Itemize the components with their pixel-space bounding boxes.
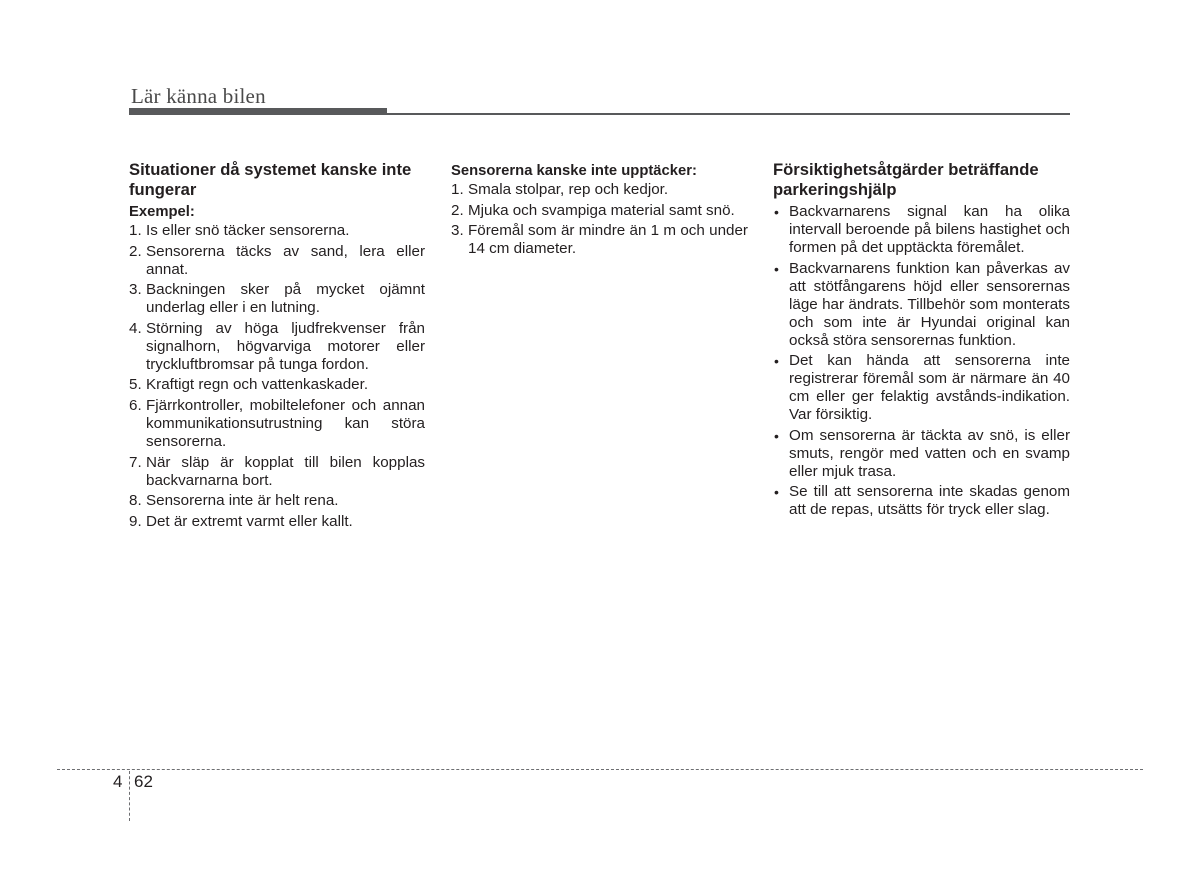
bullet-icon: • xyxy=(774,260,779,277)
list-number: 6. xyxy=(129,396,142,414)
list-text: Det kan hända att sensorerna inte registrerar föremål som är närmare än 40 cm eller ger felaktig avstånds-indikation. Var försiktig. xyxy=(789,352,1070,424)
list-item xyxy=(129,222,425,240)
list-item xyxy=(129,397,425,451)
list-number: 3. xyxy=(129,281,142,299)
chapter-number: 4 xyxy=(113,772,123,791)
subhead-undetected: Sensorerna kanske inte upptäcker: xyxy=(451,163,697,179)
list-number: 9. xyxy=(129,512,142,530)
list-item xyxy=(129,492,425,510)
list-number: 2. xyxy=(129,242,142,260)
list-text: Kraftigt regn och vattenkaskader. xyxy=(146,376,369,394)
list-item xyxy=(773,352,1070,424)
section-heading-situations: Situationer då systemet kanske inte fungerar xyxy=(129,160,412,199)
list-item xyxy=(773,260,1070,350)
list-text: Sensorerna inte är helt rena. xyxy=(146,492,339,510)
column-undetected xyxy=(451,160,748,261)
list-text: Fjärrkontroller, mobiltelefoner och annan kommunikationsutrustning kan störa sensorerna. xyxy=(146,396,425,450)
footer-divider xyxy=(57,769,1143,770)
list-text: Om sensorerna är täckta av snö, is eller smuts, rengör med vatten och en svamp eller mjuk trasa. xyxy=(789,426,1070,480)
bullet-icon: • xyxy=(774,353,779,370)
list-number: 4. xyxy=(129,319,142,337)
list-text: Föremål som är mindre än 1 m och under 14 cm diameter. xyxy=(468,222,748,258)
header-rule-thin xyxy=(387,113,1070,115)
footer-vertical-divider xyxy=(129,771,130,821)
bullet-icon: • xyxy=(774,427,779,444)
list-item xyxy=(451,222,748,258)
list-item xyxy=(129,243,425,279)
list-text: När släp är kopplat till bilen kopplas backvarnarna bort. xyxy=(146,453,425,489)
page-title: Lär känna bilen xyxy=(131,84,266,108)
header-rule-thick xyxy=(129,108,387,115)
bullet-icon: • xyxy=(774,484,779,501)
list-item xyxy=(129,281,425,317)
list-item xyxy=(773,203,1070,257)
list-number: 7. xyxy=(129,453,142,471)
bullet-icon: • xyxy=(774,204,779,220)
list-item xyxy=(129,320,425,374)
list-item xyxy=(129,454,425,490)
examples-list xyxy=(129,222,425,531)
list-text: Det är extremt varmt eller kallt. xyxy=(146,512,353,530)
list-item xyxy=(773,483,1070,519)
undetected-list xyxy=(451,181,748,258)
list-text: Is eller snö täcker sensorerna. xyxy=(146,222,350,239)
list-text: Backvarnarens signal kan ha olika intervall beroende på bilens hastighet och formen på det upptäckta föremålet. xyxy=(789,203,1070,256)
precautions-list xyxy=(773,203,1070,519)
list-text: Smala stolpar, rep och kedjor. xyxy=(468,181,669,198)
list-text: Backningen sker på mycket ojämnt underlag eller i en lutning. xyxy=(146,281,425,317)
list-number: 2. xyxy=(451,201,464,219)
list-text: Störning av höga ljudfrekvenser från signalhorn, högvarviga motorer eller tryckluftbromsar på tunga fordon. xyxy=(146,319,425,373)
list-item xyxy=(451,202,748,220)
list-text: Se till att sensorerna inte skadas genom att de repas, utsätts för tryck eller slag. xyxy=(789,483,1070,519)
list-item xyxy=(129,513,425,531)
list-number: 3. xyxy=(451,222,464,240)
column-situations xyxy=(129,160,425,533)
list-text: Mjuka och svampiga material samt snö. xyxy=(468,201,735,219)
list-text: Sensorerna täcks av sand, lera eller annat. xyxy=(146,242,425,278)
section-heading-precautions: Försiktighetsåtgärder beträffande parkeringshjälp xyxy=(773,160,1039,199)
column-precautions xyxy=(773,160,1070,522)
page-number: 62 xyxy=(134,772,153,791)
subhead-examples: Exempel: xyxy=(129,204,195,220)
list-item xyxy=(129,376,425,394)
list-item xyxy=(773,427,1070,481)
list-number: 5. xyxy=(129,376,142,394)
list-number: 1. xyxy=(129,222,142,239)
list-item xyxy=(451,181,748,199)
list-number: 1. xyxy=(451,181,464,198)
list-text: Backvarnarens funktion kan påverkas av att stötfångarens höjd eller sensorernas läge har ändrats. Tillbehör som monterats och som inte är Hyundai original kan också störa sensorernas funktion. xyxy=(789,259,1070,349)
list-number: 8. xyxy=(129,492,142,510)
